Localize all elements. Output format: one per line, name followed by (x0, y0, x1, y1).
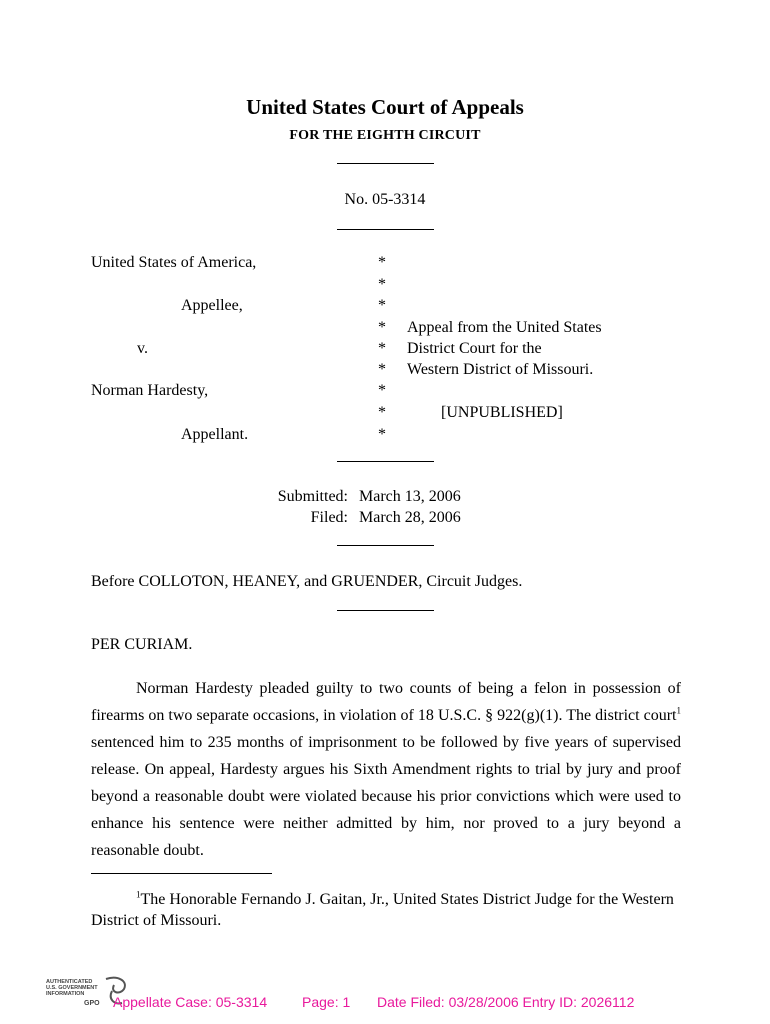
logo-line2: U.S. GOVERNMENT (46, 985, 98, 991)
party-defendant-role: Appellant. (181, 426, 249, 443)
caption-asterisk: * (378, 297, 386, 314)
caption-asterisk: * (378, 340, 386, 357)
caption-asterisk: * (378, 319, 386, 336)
logo-mark: GPO (84, 1000, 100, 1007)
footnote-number: 1 (136, 889, 141, 900)
appeal-from-line3: Western District of Missouri. (407, 361, 594, 378)
logo-line3: INFORMATION (46, 991, 85, 997)
circuit-subtitle: FOR THE EIGHTH CIRCUIT (289, 128, 481, 143)
divider-rule (337, 229, 434, 230)
caption-asterisk: * (378, 254, 386, 271)
party-plaintiff: United States of America, (91, 254, 257, 271)
footer-page: Page: 1 (302, 994, 351, 1010)
opinion-text: sentenced him to 235 months of imprisonment to be followed by five years of supervised release. On appeal, Hardesty argues his Sixth Amendment rights to trial by jury and proof beyond a reasonable doubt were violated because his prior convictions which were used to enhance his sentence were neither admitted by him, nor proved to a jury beyond a reasonable doubt. (91, 734, 681, 859)
submitted-label: Submitted: (277, 488, 348, 505)
caption-asterisk: * (378, 382, 386, 399)
divider-rule (337, 545, 434, 546)
unpublished-label: [UNPUBLISHED] (441, 404, 563, 421)
per-curiam-heading: PER CURIAM. (91, 636, 193, 653)
filed-date: March 28, 2006 (359, 509, 461, 526)
panel-judges: Before COLLOTON, HEANEY, and GRUENDER, Circuit Judges. (91, 573, 523, 590)
versus-label: v. (137, 340, 148, 357)
footnote-ref[interactable]: 1 (676, 705, 681, 716)
appeal-from-line2: District Court for the (407, 340, 542, 357)
caption-asterisk: * (378, 361, 386, 378)
court-title: United States Court of Appeals (246, 95, 524, 119)
caption-asterisk: * (378, 276, 386, 293)
footnote-rule (91, 873, 272, 874)
divider-rule (337, 610, 434, 611)
logo-line1: AUTHENTICATED (46, 979, 93, 985)
footer-filed: Date Filed: 03/28/2006 Entry ID: 2026112 (377, 994, 635, 1010)
footnote (91, 889, 681, 931)
party-plaintiff-role: Appellee, (181, 297, 243, 314)
submitted-date: March 13, 2006 (359, 488, 461, 505)
footer-case: Appellate Case: 05-3314 (113, 994, 268, 1010)
filed-label: Filed: (310, 509, 348, 526)
case-number: No. 05-3314 (344, 191, 426, 208)
divider-rule (337, 163, 434, 164)
opinion-text: Norman Hardesty pleaded guilty to two counts of being a felon in possession of firearms on two separate occasions, in violation of 18 U.S.C. § 922(g)(1). The district court (91, 680, 681, 724)
caption-asterisk: * (378, 426, 386, 443)
opinion-paragraph (91, 675, 681, 864)
footnote-text: The Honorable Fernando J. Gaitan, Jr., United States District Judge for the Western District of Missouri. (91, 891, 674, 929)
caption-asterisk: * (378, 404, 386, 421)
party-defendant: Norman Hardesty, (91, 382, 209, 399)
divider-rule (337, 461, 434, 462)
appeal-from-line1: Appeal from the United States (407, 319, 602, 336)
